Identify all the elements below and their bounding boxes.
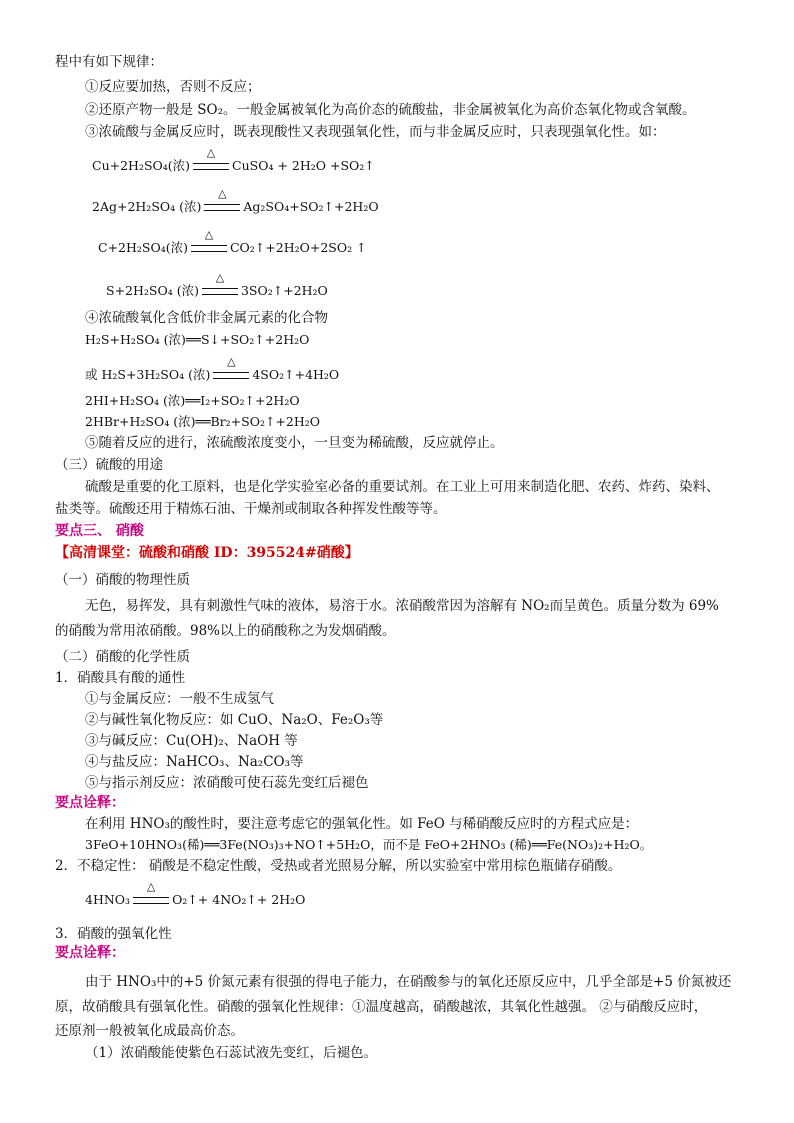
equation-row <box>106 271 328 300</box>
reaction-arrow <box>193 146 229 175</box>
heating-condition: △ <box>218 187 227 200</box>
key-note-label: 要点诠释： <box>55 795 125 811</box>
equation-row: 2HI+H₂SO₄ (浓)══I₂+SO₂↑+2H₂O <box>85 393 300 408</box>
heating-condition: △ <box>206 146 216 159</box>
section-heading: 要点三、 硝酸 <box>55 523 144 539</box>
heating-condition: △ <box>227 355 236 368</box>
text-line: 在利用 HNO₃的酸性时，要注意考虑它的强氧化性。如 FeO 与稀硝酸反应时的方程式应是： <box>85 816 639 832</box>
text-line: 由于 HNO₃中的+5 价氮元素有很强的得电子能力，在硝酸参与的氧化还原反应中，几乎全部是+5 价氮被还 <box>85 974 732 990</box>
equation-row <box>85 355 340 384</box>
equation-lhs: Cu+2H₂SO₄(浓) <box>92 158 191 173</box>
equation-rhs: 3SO₂↑+2H₂O <box>240 283 328 298</box>
text-line: 原，故硝酸具有强氧化性。硝酸的强氧化性规律：①温度越高，硝酸越浓，其氧化性越强。 ②与硝酸反应时， <box>55 999 708 1015</box>
list-item: ②与碱性氧化物反应：如 CuO、Na₂O、Fe₂O₃等 <box>85 712 384 728</box>
text-line: ③浓硫酸与金属反应时，既表现酸性又表现强氧化性，而与非金属反应时，只表现强氧化性。如： <box>85 124 666 140</box>
reaction-arrow <box>213 355 249 384</box>
text-line: ①反应要加热，否则不反应； <box>85 79 261 95</box>
equation-lhs: 或 H₂S+3H₂SO₄ (浓) <box>85 367 211 382</box>
text-line: ⑤随着反应的进行，浓硫酸浓度变小，一旦变为稀硫酸，反应就停止。 <box>85 435 504 451</box>
reaction-arrow <box>202 271 238 300</box>
heating-condition: △ <box>146 880 156 893</box>
reaction-arrow <box>191 228 227 257</box>
reaction-arrow <box>133 880 169 909</box>
text-line: 盐类等。硫酸还用于精炼石油、干燥剂或制取各种挥发性酸等等。 <box>55 501 447 517</box>
list-item: ①与金属反应：一般不生成氢气 <box>85 691 274 707</box>
text-line: 还原剂一般被氧化成最高价态。 <box>55 1023 244 1039</box>
subsection-heading: （二）硝酸的化学性质 <box>55 649 190 665</box>
equation-row: 3FeO+10HNO₃(稀)══3Fe(NO₃)₃+NO↑+5H₂O，而不是 FeO+2HNO₃ (稀)══Fe(NO₃)₂+H₂O。 <box>85 837 653 852</box>
text-line: ④浓硫酸氧化含低价非金属元素的化合物 <box>85 310 328 326</box>
equation-row <box>92 146 375 175</box>
text-line: （1）浓硝酸能使紫色石蕊试液先变红，后褪色。 <box>85 1045 378 1061</box>
text-line: ②还原产物一般是 SO₂。一般金属被氧化为高价态的硫酸盐，非金属被氧化为高价态氧化物或含氧酸。 <box>85 102 696 118</box>
equation-lhs: 2Ag+2H₂SO₄ (浓) <box>92 199 202 214</box>
numbered-heading: 1．硝酸具有酸的通性 <box>55 670 186 686</box>
subsection-heading: （三）硫酸的用途 <box>55 457 163 473</box>
equation-rhs: O₂↑+ 4NO₂↑+ 2H₂O <box>172 892 306 907</box>
course-link[interactable]: 【高清课堂：硫酸和硝酸 ID：395524#硝酸】 <box>55 545 359 561</box>
text-line: 程中有如下规律： <box>55 54 163 70</box>
equation-lhs: 4HNO₃ <box>85 892 131 907</box>
equation-row <box>98 228 367 257</box>
equation-row: H₂S+H₂SO₄ (浓)══S↓+SO₂↑+2H₂O <box>85 332 310 347</box>
numbered-heading: 3．硝酸的强氧化性 <box>55 926 172 942</box>
list-item: ④与盐反应：NaHCO₃、Na₂CO₃等 <box>85 754 304 770</box>
equation-rhs: CuSO₄ + 2H₂O +SO₂↑ <box>232 158 375 173</box>
equation-row <box>85 880 306 909</box>
heating-condition: △ <box>215 271 225 284</box>
equation-lhs: S+2H₂SO₄ (浓) <box>106 283 199 298</box>
equation-row: 2HBr+H₂SO₄ (浓)══Br₂+SO₂↑+2H₂O <box>85 414 321 429</box>
key-note-label: 要点诠释： <box>55 945 125 961</box>
list-item: ⑤与指示剂反应：浓硝酸可使石蕊先变红后褪色 <box>85 775 369 791</box>
text-line: 硫酸是重要的化工原料，也是化学实验室必备的重要试剂。在工业上可用来制造化肥、农药、炸药、染料、 <box>85 479 720 495</box>
equation-rhs: CO₂↑+2H₂O+2SO₂ ↑ <box>229 240 367 255</box>
text-line: 的硝酸为常用浓硝酸。98%以上的硝酸称之为发烟硝酸。 <box>55 623 396 639</box>
equation-rhs: Ag₂SO₄+SO₂↑+2H₂O <box>243 199 379 214</box>
heating-condition: △ <box>204 228 214 241</box>
text-line: 无色，易挥发，具有刺激性气味的液体，易溶于水。浓硝酸常因为溶解有 NO₂而呈黄色。质量分数为 69% <box>85 598 719 614</box>
numbered-heading: 2．不稳定性： 硝酸是不稳定性酸，受热或者光照易分解，所以实验室中常用棕色瓶储存硝酸。 <box>55 858 622 874</box>
list-item: ③与碱反应：Cu(OH)₂、NaOH 等 <box>85 733 298 749</box>
equation-rhs: 4SO₂↑+4H₂O <box>252 367 340 382</box>
equation-row <box>92 187 379 216</box>
reaction-arrow <box>204 187 240 216</box>
subsection-heading: （一）硝酸的物理性质 <box>55 572 190 588</box>
equation-lhs: C+2H₂SO₄(浓) <box>98 240 188 255</box>
